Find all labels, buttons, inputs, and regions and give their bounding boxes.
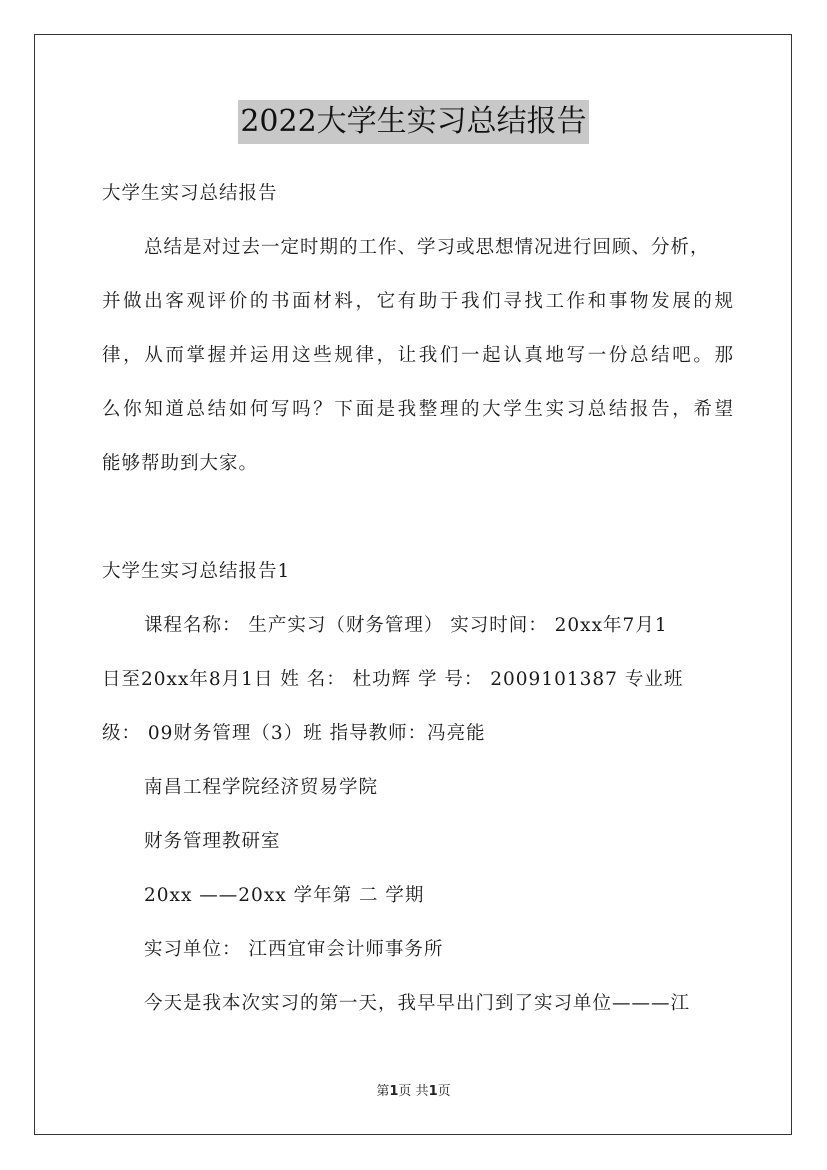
page-footer	[0, 1082, 827, 1102]
paragraph-line: 能够帮助到大家。	[102, 453, 259, 474]
section-heading: 大学生实习总结报告1	[102, 561, 291, 582]
paragraph-line: 课程名称： 生产实习（财务管理） 实习时间： 20xx年7月1	[144, 615, 668, 636]
footer-page-prefix: 第	[376, 1084, 390, 1099]
footer-page-mid: 页 共	[398, 1084, 429, 1099]
section-heading: 大学生实习总结报告	[102, 183, 278, 204]
footer-page-current: 1	[389, 1084, 399, 1099]
paragraph-line: 财务管理教研室	[144, 831, 281, 852]
title-container	[0, 100, 827, 144]
paragraph-line: 律，从而掌握并运用这些规律，让我们一起认真地写一份总结吧。那	[102, 345, 734, 366]
paragraph-line: 总结是对过去一定时期的工作、学习或思想情况进行回顾、分析，	[144, 237, 710, 258]
paragraph-line: 日至20xx年8月1日 姓 名： 杜功辉 学 号： 2009101387 专业班	[102, 669, 684, 690]
footer-page-total: 1	[428, 1084, 438, 1099]
paragraph-line: 并做出客观评价的书面材料，它有助于我们寻找工作和事物发展的规	[102, 291, 734, 312]
paragraph-line: 级： 09财务管理（3）班 指导教师：冯亮能	[102, 723, 486, 744]
paragraph-line: 今天是我本次实习的第一天，我早早出门到了实习单位———江	[144, 993, 691, 1014]
footer-page-suffix: 页	[437, 1084, 451, 1099]
paragraph-line: 实习单位： 江西宜审会计师事务所	[144, 939, 444, 960]
paragraph-line: 么你知道总结如何写吗？下面是我整理的大学生实习总结报告，希望	[102, 399, 734, 420]
document-title: 2022大学生实习总结报告	[238, 100, 588, 144]
paragraph-line: 20xx ——20xx 学年第 二 学期	[144, 885, 425, 906]
paragraph-line: 南昌工程学院经济贸易学院	[144, 777, 379, 798]
